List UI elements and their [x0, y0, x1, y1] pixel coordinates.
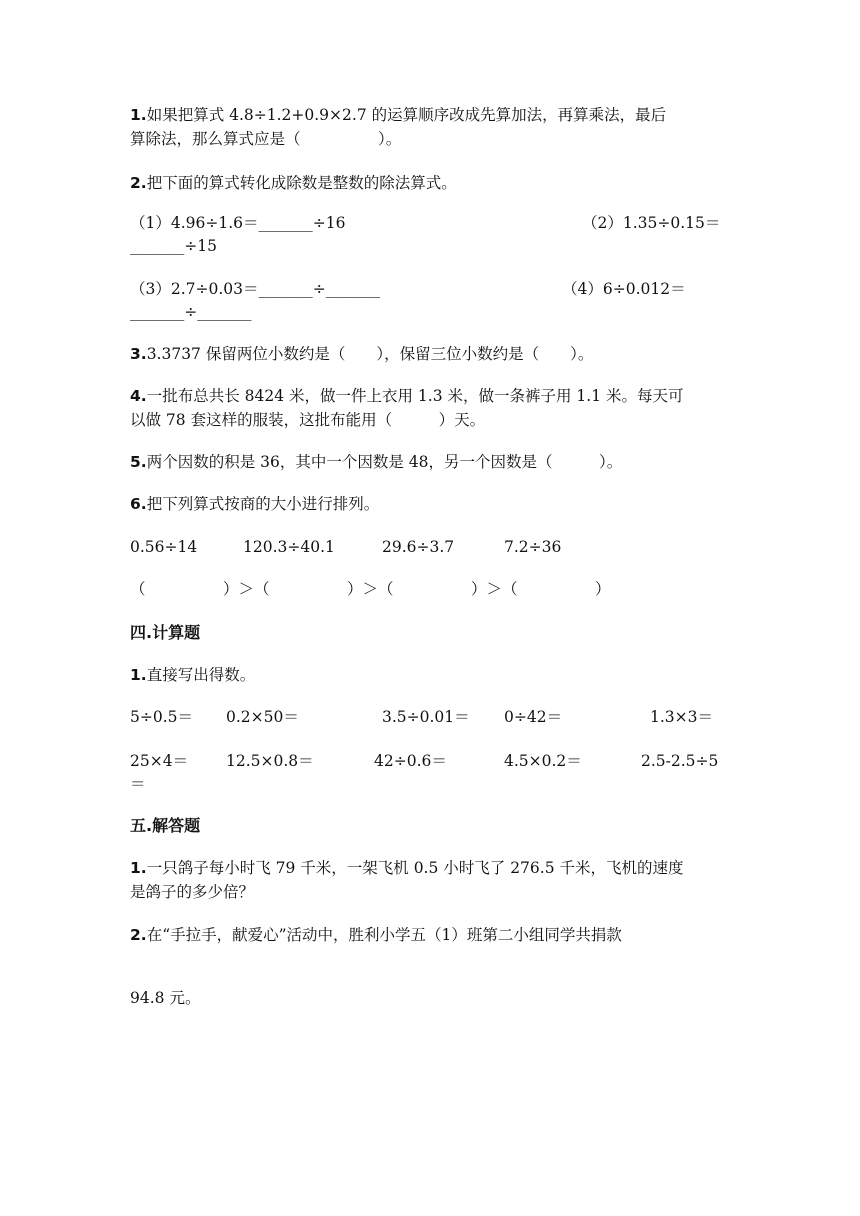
calc-5: 1.3×3＝ [650, 708, 713, 726]
q6-expr-2: 120.3÷40.1 [243, 538, 335, 556]
s4-q1-line [130, 664, 255, 686]
section5-title: 五.解答题 [130, 816, 201, 835]
q2-item-1: （1）4.96÷1.6＝_______÷16 [130, 214, 346, 232]
q4-text-1: 一批布总共长 8424 米，做一件上衣用 1.3 米，做一条裤子用 1.1 米。每天可 [146, 387, 684, 405]
q6-expr-1: 0.56÷14 [130, 538, 198, 556]
q1-text-1: 如果把算式 4.8÷1.2+0.9×2.7 的运算顺序改成先算加法，再算乘法，最后 [146, 106, 667, 124]
calc-10: 2.5-2.5÷5 [641, 752, 719, 770]
q2-item-2: （2）1.35÷0.15＝ [582, 214, 721, 232]
s5-q1-line1 [130, 857, 684, 879]
q2-item-4: （4）6÷0.012＝ [562, 280, 686, 298]
s5-q2-text-1: 在“手拉手，献爱心”活动中，胜利小学五（1）班第二小组同学共捐款 [146, 926, 622, 944]
q5-number: 5. [130, 453, 147, 471]
s4-q1-text: 直接写出得数。 [146, 666, 256, 684]
q2-item-4-wrap: _______÷_______ [130, 303, 252, 321]
calc-10-wrap: ＝ [130, 775, 146, 793]
s5-q1-text-1: 一只鸽子每小时飞 79 千米，一架飞机 0.5 小时飞了 276.5 千米，飞机的速度 [146, 859, 684, 877]
s5-q1-line2: 是鸽子的多少倍？ [130, 883, 255, 901]
q4-number: 4. [130, 387, 147, 405]
q6-expr-4: 7.2÷36 [504, 538, 562, 556]
q5-line [130, 451, 622, 473]
calc-8: 42÷0.6＝ [374, 752, 447, 770]
q3-line [130, 343, 593, 365]
q2-text: 把下面的算式转化成除数是整数的除法算式。 [146, 174, 457, 192]
section4-title: 四.计算题 [130, 623, 201, 642]
s5-q2-line1 [130, 924, 622, 946]
calc-9: 4.5×0.2＝ [504, 752, 582, 770]
s5-q2-number: 2. [130, 926, 147, 944]
q1-number: 1. [130, 106, 147, 124]
calc-3: 3.5÷0.01＝ [382, 708, 470, 726]
q3-text: 3.3737 保留两位小数约是（ ），保留三位小数约是（ ）。 [146, 345, 594, 363]
q2-line [130, 172, 457, 194]
s5-q2-line2: 94.8 元。 [130, 989, 201, 1007]
calc-6: 25×4＝ [130, 752, 189, 770]
q1-line2: 算除法，那么算式应是（ ）。 [130, 130, 402, 148]
q2-item-3: （3）2.7÷0.03＝_______÷_______ [130, 280, 380, 298]
calc-2: 0.2×50＝ [226, 708, 299, 726]
q2-number: 2. [130, 174, 147, 192]
q4-line1 [130, 385, 684, 407]
q6-number: 6. [130, 495, 147, 513]
s5-q1-number: 1. [130, 859, 147, 877]
q6-order-blanks: （ ）＞（ ）＞（ ）＞（ ） [130, 580, 611, 598]
q1-line1 [130, 104, 666, 126]
q3-number: 3. [130, 345, 147, 363]
calc-1: 5÷0.5＝ [130, 708, 193, 726]
q2-item-2-wrap: _______÷15 [130, 237, 217, 255]
q6-line [130, 493, 379, 515]
q6-expr-3: 29.6÷3.7 [382, 538, 455, 556]
s4-q1-number: 1. [130, 666, 147, 684]
q6-text: 把下列算式按商的大小进行排列。 [146, 495, 380, 513]
q4-line2: 以做 78 套这样的服装，这批布能用（ ）天。 [130, 411, 486, 429]
calc-4: 0÷42＝ [504, 708, 563, 726]
calc-7: 12.5×0.8＝ [226, 752, 314, 770]
q5-text: 两个因数的积是 36，其中一个因数是 48，另一个因数是（ ）。 [146, 453, 623, 471]
